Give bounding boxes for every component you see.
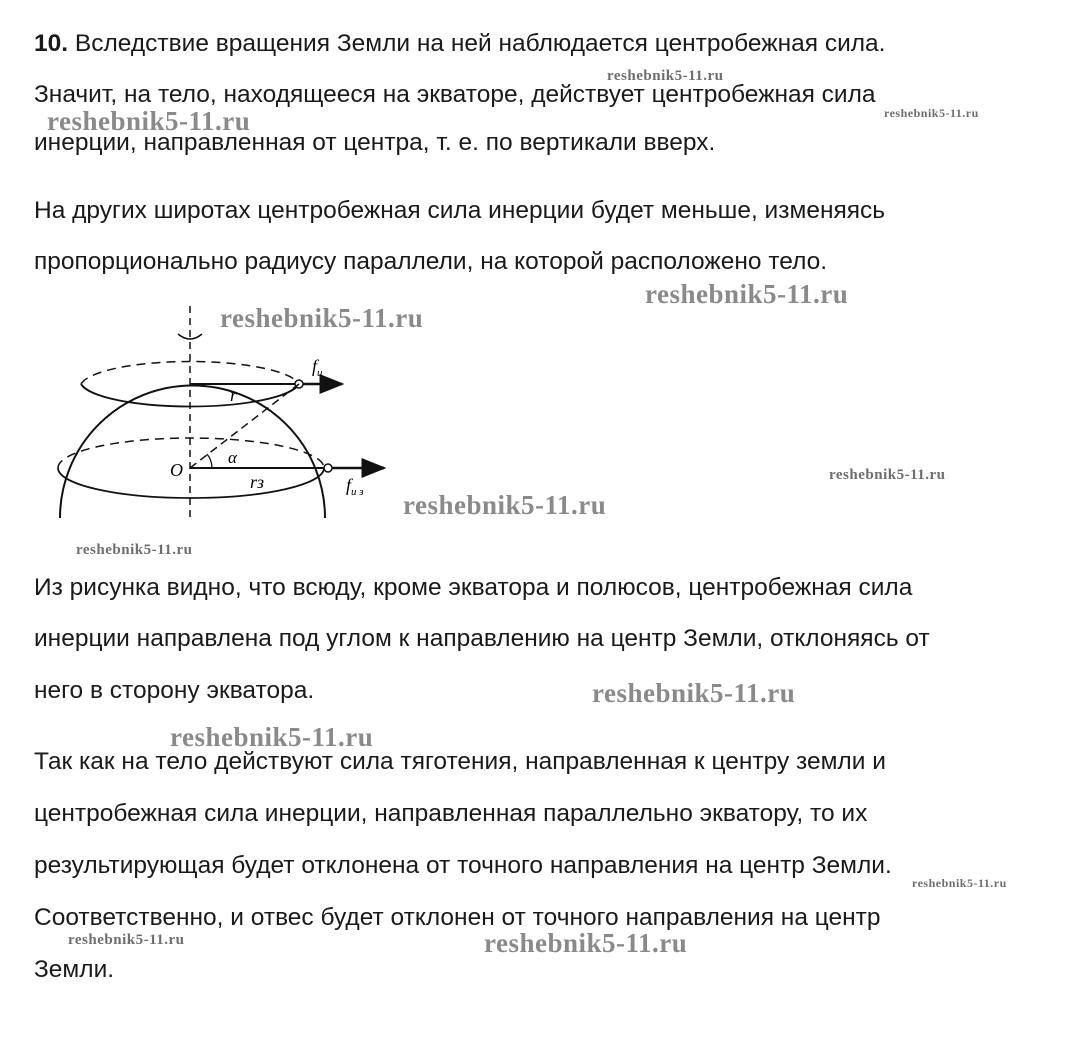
equator-front — [58, 468, 324, 498]
paragraph-2-line-2: пропорционально радиусу параллели, на которой расположено тело. — [34, 248, 828, 275]
watermark: reshebnik5-11.ru — [47, 106, 251, 136]
paragraph-3-line-1: Из рисунка видно, что всюду, кроме экватора и полюсов, центробежная сила — [34, 574, 913, 601]
paragraph-3-line-3: него в сторону экватора. — [34, 677, 315, 704]
watermark: reshebnik5-11.ru — [884, 106, 979, 120]
label-force-top: $f_и$ — [312, 356, 323, 379]
watermark: reshebnik5-11.ru — [592, 678, 796, 708]
watermark: reshebnik5-11.ru — [912, 876, 1007, 890]
paragraph-1-line-1: Вследствие вращения Земли на ней наблюдается центробежная сила. — [74, 30, 886, 57]
paragraph-4-line-3: результирующая будет отклонена от точного направления на центр Земли. — [34, 852, 892, 879]
label-force-equator: $f_{и з}$ — [346, 475, 364, 498]
watermark: reshebnik5-11.ru — [484, 928, 688, 958]
label-angle: α — [228, 448, 237, 467]
watermark: reshebnik5-11.ru — [829, 467, 946, 483]
paragraph-1-line-3: инерции, направленная от центра, т. е. по вертикали вверх. — [34, 129, 716, 156]
text-line-1 — [34, 29, 885, 59]
paragraph-3-line-2: инерции направлена под углом к направлению на центр Земли, отклоняясь от — [34, 625, 930, 652]
angle-arc — [207, 454, 212, 468]
label-radius-equator: rз — [250, 472, 265, 492]
body-point-equator — [324, 464, 332, 472]
paragraph-4-line-4: Соответственно, и отвес будет отклонен от точного направления на центр — [34, 904, 881, 931]
watermark: reshebnik5-11.ru — [76, 542, 193, 558]
paragraph-2-line-1: На других широтах центробежная сила инерции будет меньше, изменяясь — [34, 197, 886, 224]
watermark: reshebnik5-11.ru — [170, 722, 374, 752]
watermark: reshebnik5-11.ru — [403, 490, 607, 520]
watermark: reshebnik5-11.ru — [220, 303, 424, 333]
watermark: reshebnik5-11.ru — [645, 279, 849, 309]
label-center: O — [170, 460, 183, 480]
problem-number: 10. — [34, 30, 69, 57]
watermark: reshebnik5-11.ru — [607, 68, 724, 84]
paragraph-1-line-2: Значит, на тело, находящееся на экваторе, действует центробежная сила — [34, 81, 876, 108]
paragraph-4-line-5: Земли. — [34, 956, 115, 983]
paragraph-4-line-2: центробежная сила инерции, направленная параллельно экватору, то их — [34, 800, 868, 827]
label-radius: r — [230, 385, 238, 405]
watermark: reshebnik5-11.ru — [68, 932, 185, 948]
equator-back — [58, 438, 324, 468]
paragraph-4-line-1: Так как на тело действуют сила тяготения, направленная к центру земли и — [34, 748, 886, 775]
earth-rotation-diagram — [40, 306, 410, 526]
